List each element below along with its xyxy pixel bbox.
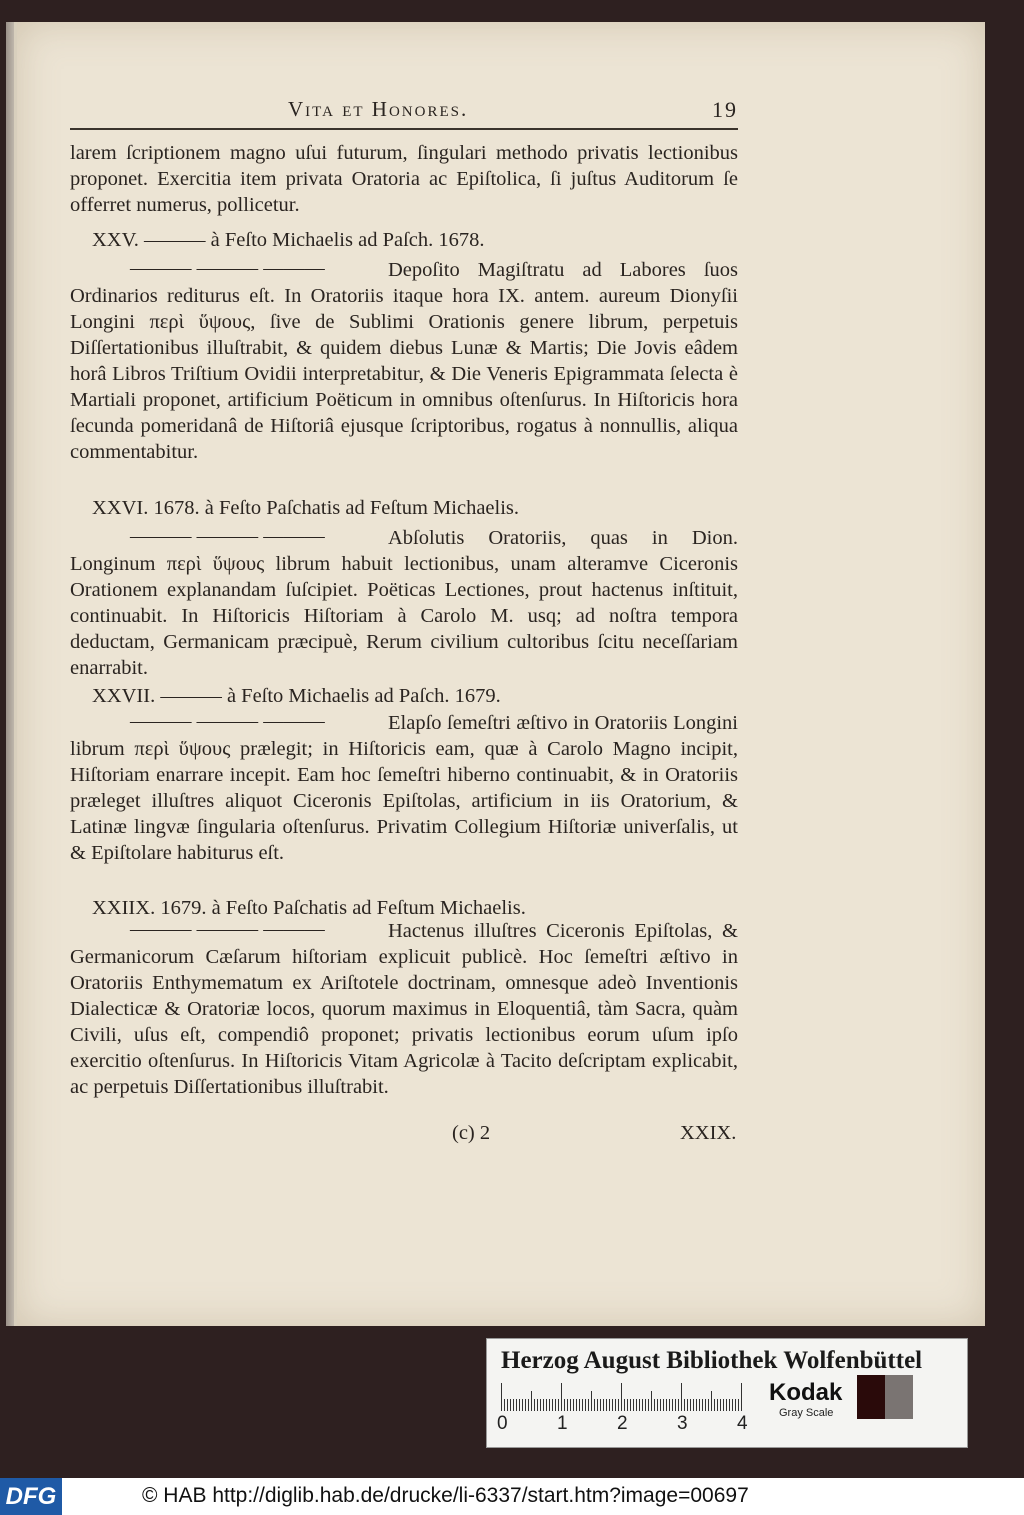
ruler-tick xyxy=(648,1399,649,1411)
ruler-tick xyxy=(606,1399,607,1411)
ruler-tick xyxy=(528,1399,529,1411)
section-head-xxiix: XXIIX. 1679. à Feſto Paſchatis ad Feſtum Michaelis. xyxy=(92,897,526,919)
ruler-tick xyxy=(501,1383,502,1411)
ruler-label-1: 1 xyxy=(557,1413,568,1434)
ruler-tick xyxy=(666,1399,667,1411)
ruler-tick xyxy=(672,1399,673,1411)
ruler-tick xyxy=(603,1399,604,1411)
ruler-tick xyxy=(624,1399,625,1411)
ruler-tick xyxy=(546,1399,547,1411)
ruler-tick xyxy=(615,1399,616,1411)
ruler-tick xyxy=(687,1399,688,1411)
ruler-tick xyxy=(585,1399,586,1411)
ruler-tick xyxy=(663,1399,664,1411)
gray-scale-label: Gray Scale xyxy=(779,1407,834,1419)
ruler-label-0: 0 xyxy=(497,1413,508,1434)
gray-patch-mid xyxy=(885,1375,913,1419)
measurement-ruler xyxy=(501,1381,751,1411)
ruler-tick xyxy=(543,1399,544,1411)
ruler-tick xyxy=(570,1399,571,1411)
gray-patch-light xyxy=(913,1375,943,1419)
ruler-tick xyxy=(525,1399,526,1411)
gray-patch-dark xyxy=(857,1375,885,1419)
ruler-tick xyxy=(684,1399,685,1411)
section-text-xxvi: Abſolutis Oratoriis, quas in Dion. Longinum περὶ ὕψους librum habuit lectionibus, unam alteramve Ciceronis Orationem explanandam ſuſcipiet. Poëticas Lectiones, prout hactenus inſtituit, continuabit. In Hiſtoricis Hiſtoriam à Carolo M. usq; ad noſtra tempora deductam, Germanicam præcipuè, Rerum civilium cultoribus ſcitu neceſſariam enarrabit. xyxy=(70,527,738,679)
section-text-xxv: Depoſito Magiſtratu ad Labores ſuos Ordinarios rediturus eſt. In Oratoriis itaque hora IX. antem. aureum Dionyſii Longini περὶ ὕψους, ſive de Sublimi Orationis genere librum, perpetuis Diſſertationibus illuſtrabit, & quidem diebus Lunæ & Martis; Die Jovis eâdem horâ Libros Triſtium Ovidii interpretabitur, & Die Veneris Epigrammata ſelecta è Martiali proponet, artificium Poëticum in omnibus oſtenſurus. In Hiſtoricis hora ſecunda pomeridanâ de Hiſtoriâ ejusque ſcriptoribus, rogatus à nonnullis, aliqua commentabitur. xyxy=(70,259,738,463)
ruler-tick xyxy=(621,1383,622,1411)
ruler-tick xyxy=(507,1399,508,1411)
library-name: Herzog August Bibliothek Wolfenbüttel xyxy=(501,1347,923,1374)
page-number: 19 xyxy=(712,97,738,122)
ruler-tick xyxy=(573,1399,574,1411)
ruler-tick xyxy=(720,1399,721,1411)
ruler-label-2: 2 xyxy=(617,1413,628,1434)
ruler-tick xyxy=(681,1383,682,1411)
ruler-tick xyxy=(609,1399,610,1411)
ruler-tick xyxy=(639,1399,640,1411)
ruler-tick xyxy=(597,1399,598,1411)
ruler-tick xyxy=(531,1391,532,1411)
ruler-tick xyxy=(534,1399,535,1411)
color-calibration-card xyxy=(486,1338,968,1448)
ruler-tick xyxy=(513,1399,514,1411)
section-dashes-xxvi: ——— ——— ——— xyxy=(130,525,325,547)
signature-mark: (c) 2 xyxy=(452,1122,491,1144)
ruler-tick xyxy=(675,1399,676,1411)
ruler-tick xyxy=(612,1399,613,1411)
catchword: XXIX. xyxy=(680,1122,737,1144)
ruler-tick xyxy=(627,1399,628,1411)
section-text-xxvii: Elapſo ſemeſtri æſtivo in Oratoriis Longini librum περὶ ὕψους prælegit; in Hiſtoricis eam, quæ à Carolo Magno incipit, Hiſtoriam enarrare incepit. Eam hoc ſemeſtri hiberno continuabit, & in Oratoriis præleget illuſtres aliquot Ciceronis Epiſtolas, artificium in iis Oratorium, & Latinæ lingvæ ſingularia oſtenſurus. Privatim Collegium Hiſtoriæ univerſalis, ut & Epiſtolare habiturus eſt. xyxy=(70,712,738,864)
ruler-tick xyxy=(738,1399,739,1411)
ruler-tick xyxy=(678,1399,679,1411)
ruler-tick xyxy=(540,1399,541,1411)
ruler-tick xyxy=(618,1399,619,1411)
ruler-tick xyxy=(594,1399,595,1411)
ruler-tick xyxy=(537,1399,538,1411)
ruler-tick xyxy=(561,1383,562,1411)
ruler-tick xyxy=(504,1399,505,1411)
ruler-tick xyxy=(519,1399,520,1411)
ruler-tick xyxy=(729,1399,730,1411)
ruler-tick xyxy=(699,1399,700,1411)
ruler-tick xyxy=(633,1399,634,1411)
ruler-tick xyxy=(588,1399,589,1411)
section-head-xxv: XXV. ——— à Feſto Michaelis ad Paſch. 1678. xyxy=(92,229,485,251)
ruler-tick xyxy=(693,1399,694,1411)
ruler-tick xyxy=(642,1399,643,1411)
ruler-tick xyxy=(636,1399,637,1411)
ruler-tick xyxy=(657,1399,658,1411)
ruler-tick xyxy=(591,1391,592,1411)
ruler-tick xyxy=(723,1399,724,1411)
ruler-tick xyxy=(510,1399,511,1411)
ruler-tick xyxy=(735,1399,736,1411)
ruler-tick xyxy=(558,1399,559,1411)
ruler-tick xyxy=(702,1399,703,1411)
ruler-tick xyxy=(654,1399,655,1411)
section-head-xxvi: XXVI. 1678. à Feſto Paſchatis ad Feſtum Michaelis. xyxy=(92,497,520,519)
running-title: Vita et Honores. xyxy=(288,97,469,121)
kodak-brand: Kodak xyxy=(769,1379,843,1406)
ruler-tick xyxy=(600,1399,601,1411)
ruler-tick xyxy=(669,1399,670,1411)
intro-paragraph xyxy=(70,140,738,218)
section-head-xxvii: XXVII. ——— à Feſto Michaelis ad Paſch. 1679. xyxy=(92,685,501,707)
dfg-logo: DFG xyxy=(0,1478,62,1515)
ruler-tick xyxy=(579,1399,580,1411)
copyright-link[interactable]: © HAB http://diglib.hab.de/drucke/li-6337/start.htm?image=00697 xyxy=(142,1484,749,1507)
ruler-tick xyxy=(582,1399,583,1411)
ruler-label-3: 3 xyxy=(677,1413,688,1434)
ruler-tick xyxy=(696,1399,697,1411)
footer-bar xyxy=(0,1478,1024,1515)
ruler-label-4: 4 xyxy=(737,1413,748,1434)
ruler-tick xyxy=(522,1399,523,1411)
ruler-tick xyxy=(690,1399,691,1411)
ruler-tick xyxy=(741,1383,742,1411)
ruler-tick xyxy=(732,1399,733,1411)
ruler-tick xyxy=(576,1399,577,1411)
ruler-tick xyxy=(726,1399,727,1411)
ruler-tick xyxy=(552,1399,553,1411)
section-dashes-xxv: ——— ——— ——— xyxy=(130,257,325,279)
ruler-tick xyxy=(555,1399,556,1411)
ruler-tick xyxy=(651,1391,652,1411)
ruler-tick xyxy=(711,1391,712,1411)
header-rule xyxy=(70,128,738,130)
intro-text: larem ſcriptionem magno uſui futurum, ſingulari methodo privatis lectionibus proponet. Exercitia item privata Oratoria ac Epiſtolica, ſi juſtus Auditorum ſe offerret numerus, pollicetur. xyxy=(70,142,738,216)
ruler-tick xyxy=(717,1399,718,1411)
gray-scale-patches xyxy=(857,1375,943,1419)
section-dashes-xxiix: ——— ——— ——— xyxy=(130,918,325,940)
ruler-tick xyxy=(708,1399,709,1411)
ruler-tick xyxy=(705,1399,706,1411)
section-dashes-xxvii: ——— ——— ——— xyxy=(130,710,325,732)
ruler-tick xyxy=(630,1399,631,1411)
ruler-tick xyxy=(549,1399,550,1411)
ruler-tick xyxy=(516,1399,517,1411)
ruler-tick xyxy=(714,1399,715,1411)
ruler-tick xyxy=(645,1399,646,1411)
ruler-tick xyxy=(564,1399,565,1411)
ruler-tick xyxy=(660,1399,661,1411)
section-text-xxiix: Hactenus illuſtres Ciceronis Epiſtolas, & Germanicorum Cæſarum hiſtoriam explicuit publicè. Hoc ſemeſtri æſtivo in Oratoriis Enthymematum ex Ariſtotele doctrinam, omnesque adeò Inventionis Dialecticæ & Oratoriæ locos, quorum maximus in Eloquentiâ, tàm Sacra, quàm Civili, uſus eſt, compendiô proponet; privatis lectionibus eorum uſum ipſo exercitio oſtenſurus. In Hiſtoricis Vitam Agricolæ à Tacito deſcriptam explicabit, ac perpetuis Diſſertationibus illuſtrabit. xyxy=(70,920,738,1098)
ruler-tick xyxy=(567,1399,568,1411)
